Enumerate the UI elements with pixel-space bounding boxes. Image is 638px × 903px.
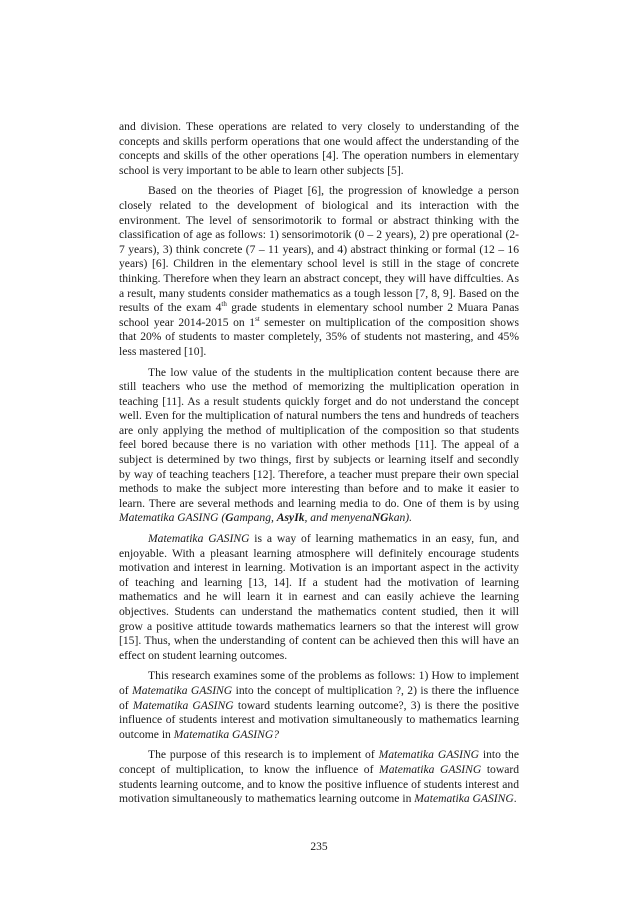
gasing-letters-ng: NG: [371, 511, 389, 525]
paragraph-5-italic-1: Matematika GASING: [132, 683, 233, 697]
paragraph-3: [119, 366, 519, 527]
paragraph-5-italic-2: Matematika GASING: [132, 698, 234, 712]
gasing-acronym-part-c: , and menyena: [304, 511, 372, 525]
paragraph-4-italic: Matematika GASING: [148, 532, 250, 546]
paragraph-2: [119, 184, 519, 359]
paragraph-1-text: and division. These operations are related to very closely to understanding of the concepts and skills perform operations that one would affect the understanding of the concepts and skills of the other operations [4]. The operation numbers in elementary school is very important to be able to learn other subjects [5].: [119, 120, 519, 177]
paragraph-6-text-b: into the concept of multiplication, to know the influence of: [119, 748, 519, 776]
paragraph-4-text: is a way of learning mathematics in an easy, fun, and enjoyable. With a pleasant learning atmosphere will definitely encourage students motivation and interest in learning. Motivation is an important aspect in the activity of teaching and learning [13, 14]. If a student had the motivation of learning mathematics and he will learn it in earnest and can easily achieve the learning objectives. Students can understand the mathematics content studied, then it will grow a positive attitude towards mathematics learners so that the interest will grow [15]. Thus, when the understanding of content can be achieved then this will have an effect on student learning outcomes.: [119, 532, 519, 662]
paragraph-3-text: The low value of the students in the multiplication content because there are still teachers who use the method of memorizing the multiplication operation in teaching [11]. As a result students quickly forget and do not understand the concept well. Even for the multiplication of natural numbers the tens and hundreds of teachers are only applying the method of multiplication of the composition so that students feel bored because there is no variation with other methods [11]. The appeal of a subject is determined by two things, first by subjects or learning itself and secondly by way of teaching teachers [12]. Therefore, a teacher must prepare their own special methods to make the subject more interesting than before and to make it easier to learn. There are several methods and learning media to do. One of them is by using: [119, 365, 519, 510]
paragraph-5: [119, 669, 519, 742]
paragraph-6-italic-2: Matematika GASING: [379, 762, 482, 776]
ordinal-superscript-th: th: [221, 300, 227, 309]
paragraph-5-italic-3: Matematika GASING?: [173, 727, 280, 741]
paragraph-2-text-b: grade students in elementary school number 2 Muara Panas school year 2014-2015 on 1: [119, 301, 520, 329]
gasing-acronym-part-b: ampang,: [233, 511, 277, 525]
paragraph-6-text-c: toward students learning outcome, and to know the positive influence of students interest and motivation simultaneously to mathematics learning outcome in: [119, 762, 520, 806]
paragraph-6: [119, 748, 519, 806]
paragraph-5-text-c: toward students learning outcome?, 3) is there the positive influence of students interest and motivation simultaneously to mathematics learning outcome in: [119, 698, 519, 741]
paragraph-6-text-d: .: [513, 792, 517, 806]
paragraph-6-italic-3: Matematika GASING: [414, 792, 514, 806]
gasing-word-asyik: AsyIk: [276, 511, 305, 525]
paragraph-2-text-c: semester on multiplication of the composition shows that 20% of students to master completely, 35% of students not mastering, and 45% less mastered [10].: [119, 315, 519, 358]
paragraph-5-text-a: This research examines some of the problems as follows: 1) How to implement of: [119, 669, 519, 697]
paragraph-6-text-a: The purpose of this research is to implement of: [148, 748, 379, 762]
paragraph-6-italic-1: Matematika GASING: [378, 748, 480, 762]
gasing-acronym-part-d: kan).: [388, 511, 413, 525]
paragraph-1: [119, 120, 519, 178]
page-number: 235: [310, 841, 328, 853]
gasing-acronym-part-a: Matematika GASING (: [119, 511, 226, 525]
paragraph-2-text-a: Based on the theories of Piaget [6], the progression of knowledge a person closely related to the development of biological and its interaction with the environment. The level of sensorimotorik to formal or abstract thinking with the classification of age as follows: 1) sensorimotorik (0 – 2 years), 2) pre operational (2-7 years), 3) think concrete (7 – 11 years), and 4) abstract thinking or formal (12 – 16 years) [6]. Children in the elementary school level is still in the stage of concrete thinking. Therefore when they learn an abstract concept, they will have diffculties. As a result, many students consider mathematics as a tough lesson [7, 8, 9]. Based on the results of the exam 4: [119, 184, 519, 315]
paragraph-4: [119, 532, 519, 663]
body-text: [119, 120, 519, 813]
gasing-acronym: [119, 511, 412, 524]
ordinal-superscript-st: st: [255, 314, 260, 323]
gasing-letter-g: G: [225, 511, 234, 525]
paragraph-5-text-b: into the concept of multiplication ?, 2) is there the influence of: [119, 683, 519, 712]
